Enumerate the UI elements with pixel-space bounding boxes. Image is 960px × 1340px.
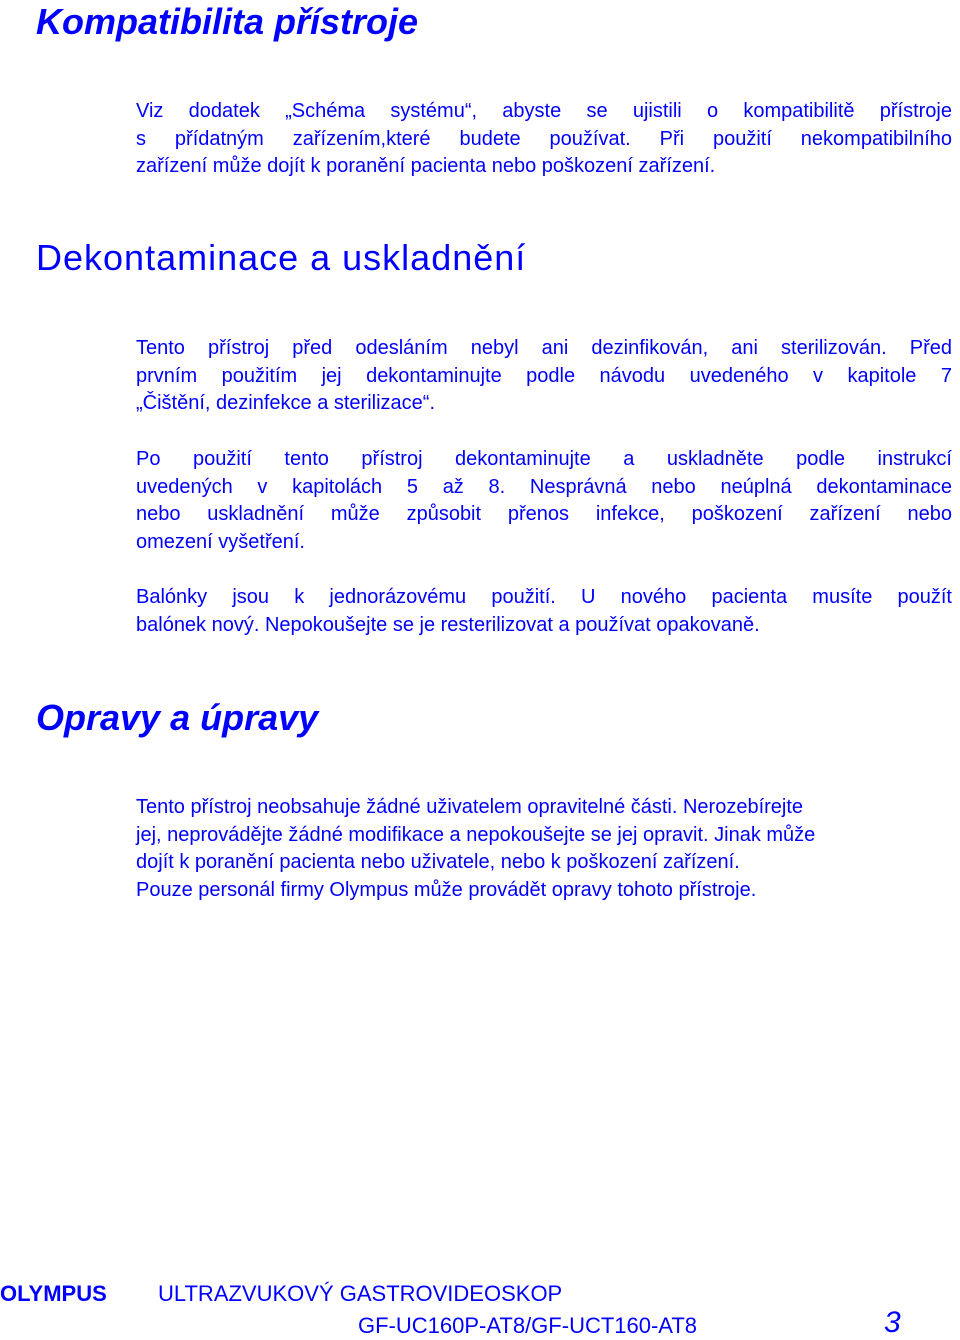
footer-product: ULTRAZVUKOVÝ GASTROVIDEOSKOP	[158, 1281, 563, 1306]
text-line: Tento přístroj před odesláním nebyl ani dezinfikován, ani sterilizován. Před	[136, 337, 952, 359]
page-number: 3	[884, 1306, 901, 1339]
text-line: zařízení může dojít k poranění pacienta nebo poškození zařízení.	[136, 155, 716, 177]
text-line: prvním použitím jej dekontaminujte podle návodu uvedeného v kapitole 7	[136, 364, 952, 387]
text-line: Tento přístroj neobsahuje žádné uživatelem opravitelné části. Nerozebírejte	[136, 796, 804, 818]
paragraph-repairs	[136, 794, 952, 904]
heading-decontamination: Dekontaminace a uskladnění	[36, 237, 527, 278]
text-line: „Čištění, dezinfekce a sterilizace“.	[136, 392, 436, 414]
heading-compatibility: Kompatibilita přístroje	[36, 1, 419, 42]
text-line: balónek nový. Nepokoušejte se je resterilizovat a používat opakovaně.	[136, 613, 760, 636]
text-line: Balónky jsou k jednorázovému použití. U nového pacienta musíte použít	[136, 586, 952, 608]
paragraph-decontamination-2	[136, 446, 952, 556]
text-line: jej, neprovádějte žádné modifikace a nepokoušejte se jej opravit. Jinak může	[136, 823, 816, 846]
paragraph-balloons	[136, 584, 952, 639]
paragraph-compatibility	[136, 98, 952, 181]
text-line: nebo uskladnění může způsobit přenos infekce, poškození zařízení nebo	[136, 503, 952, 525]
text-line: Pouze personál firmy Olympus může provádět opravy tohoto přístroje.	[136, 878, 757, 901]
heading-repairs: Opravy a úpravy	[36, 697, 319, 738]
text-line: omezení vyšetření.	[136, 530, 305, 553]
text-line: Viz dodatek „Schéma systému“, abyste se ujistili o kompatibilitě přístroje	[136, 100, 952, 122]
text-line: uvedených v kapitolách 5 až 8. Nesprávná nebo neúplná dekontaminace	[136, 475, 952, 498]
paragraph-decontamination-1	[136, 335, 952, 418]
text-line: s přídatným zařízením,které budete používat. Při použití nekompatibilního	[136, 127, 952, 150]
footer-brand: OLYMPUS	[0, 1281, 107, 1306]
footer-model: GF-UC160P-AT8/GF-UCT160-AT8	[358, 1313, 698, 1338]
text-line: Po použití tento přístroj dekontaminujte a uskladněte podle instrukcí	[136, 448, 952, 470]
text-line: dojít k poranění pacienta nebo uživatele, nebo k poškození zařízení.	[136, 851, 740, 873]
